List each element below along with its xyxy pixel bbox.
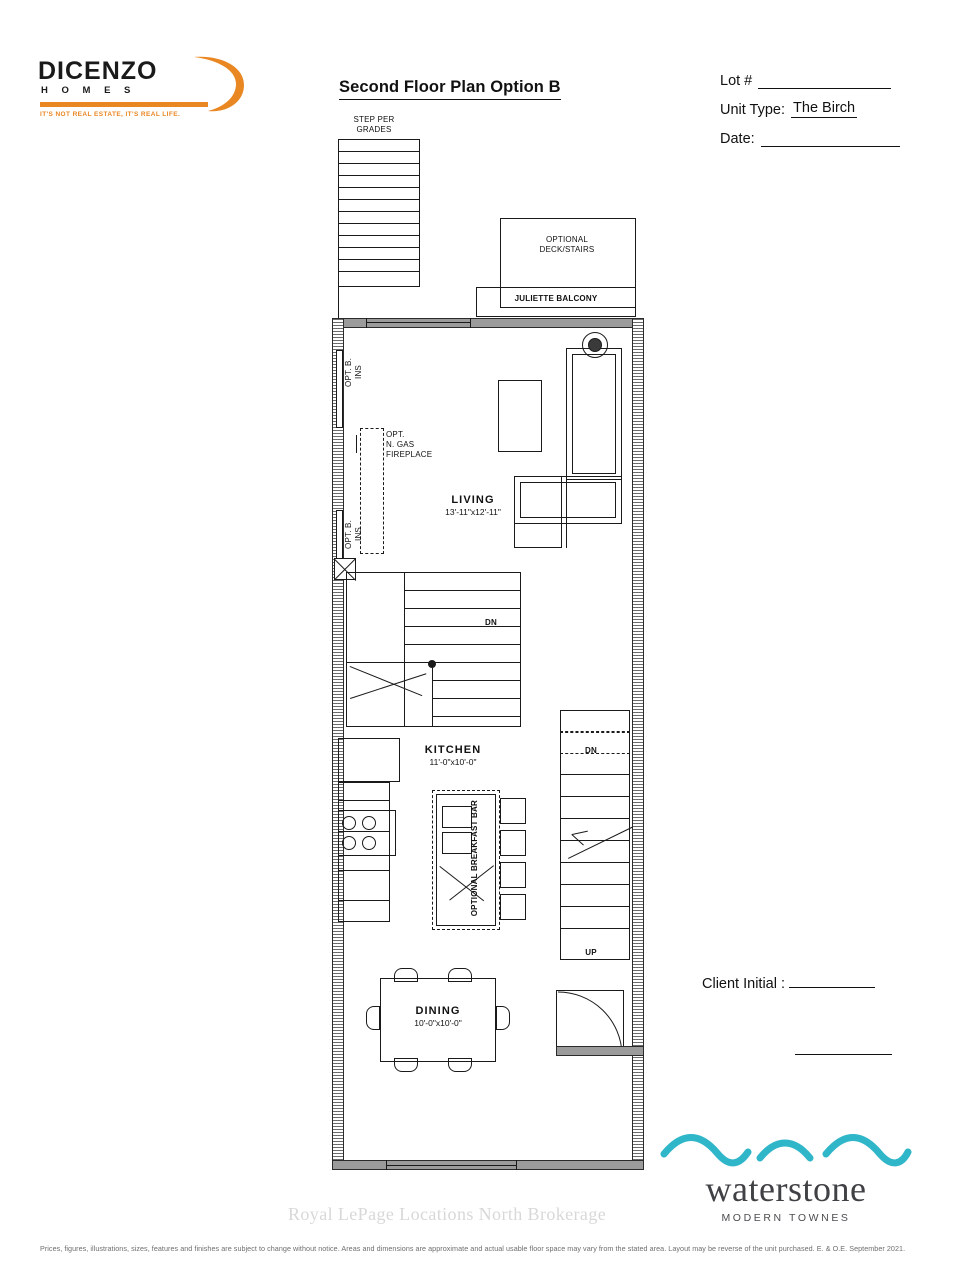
- unit-type-row: [720, 89, 930, 118]
- opt-b-ins-wall-upper: [336, 350, 343, 428]
- exterior-stair-outline: [338, 139, 420, 287]
- client-initial-label: Client Initial :: [702, 976, 786, 992]
- waterstone-name: waterstone: [705, 1169, 867, 1209]
- label-juliette-balcony: JULIETTE BALCONY: [514, 294, 598, 303]
- disclaimer-text: Prices, figures, illustrations, sizes, features and finishes are subject to change without notice. Areas and dimensions are approximate and actual usable floor space may vary from the stated area. Layout may be reverse of the unit purchased. E. & O.E. September 2021.: [40, 1244, 906, 1253]
- wall-stub-east: [556, 1046, 644, 1056]
- optional-fireplace-outline: [360, 428, 384, 554]
- client-initial-second-input[interactable]: [795, 1040, 892, 1055]
- label-step-per-grades: STEP PER GRADES: [353, 115, 395, 134]
- logo-wordmark: DICENZO: [38, 57, 158, 85]
- logo-subword: H O M E S: [41, 85, 136, 96]
- dining-chair-right: [496, 1006, 510, 1030]
- cooktop-burner-4: [362, 836, 376, 850]
- living-furniture-table: [498, 380, 542, 452]
- label-opt-b-ins-upper: OPT. B. INS: [344, 358, 363, 387]
- label-opt-b-ins-lower: OPT. B. INS: [344, 520, 363, 549]
- ceiling-fixture-center: [588, 338, 602, 352]
- floor-plan-drawing: [320, 110, 650, 1170]
- label-dn-main-stair: DN: [485, 618, 497, 627]
- room-dining: DINING 10'-0"x10'-0": [414, 1005, 462, 1028]
- dining-chair-bottom-1: [394, 1058, 418, 1072]
- waterstone-logo: [646, 1128, 926, 1226]
- dicenzo-homes-logo: [38, 55, 253, 130]
- date-row: [720, 118, 930, 147]
- bar-stool-4: [500, 894, 526, 920]
- label-up-secondary-stair: UP: [585, 948, 597, 957]
- brokerage-watermark: Royal LePage Locations North Brokerage: [288, 1204, 607, 1224]
- room-kitchen: KITCHEN 11'-0"x10'-0": [424, 744, 482, 767]
- client-initial-input[interactable]: [789, 972, 875, 988]
- label-dn-secondary-stair: DN: [585, 746, 597, 755]
- dining-chair-top-1: [394, 968, 418, 982]
- cooktop-burner-1: [342, 816, 356, 830]
- cooktop-burner-2: [362, 816, 376, 830]
- client-initial-field: [702, 972, 875, 992]
- date-label: Date:: [720, 131, 755, 147]
- label-optional-deck-stairs: OPTIONAL DECK/STAIRS: [539, 235, 595, 254]
- waterstone-subtitle: MODERN TOWNES: [721, 1212, 851, 1224]
- date-input[interactable]: [761, 130, 900, 147]
- living-furniture-sofa-a-inner: [572, 354, 616, 474]
- bar-stool-1: [500, 798, 526, 824]
- room-living: LIVING 13'-11"x12'-11": [445, 494, 501, 517]
- kitchen-counter-upper: [338, 738, 400, 782]
- island-dashed-outline: [432, 790, 500, 930]
- wall-north: [332, 318, 644, 328]
- unit-type-value[interactable]: The Birch: [793, 100, 856, 116]
- logo-underline: [40, 102, 208, 107]
- lot-input[interactable]: [758, 72, 891, 89]
- label-opt-n-gas-fireplace: OPT. N. GAS FIREPLACE: [386, 430, 433, 459]
- main-stair-outline: [346, 572, 521, 727]
- wall-east: [632, 318, 644, 1170]
- lot-row: [720, 60, 930, 89]
- lot-label: Lot #: [720, 73, 753, 89]
- dining-chair-top-2: [448, 968, 472, 982]
- bar-stool-3: [500, 862, 526, 888]
- document-meta: [720, 60, 930, 147]
- logo-tagline: IT'S NOT REAL ESTATE, IT'S REAL LIFE.: [40, 111, 181, 118]
- page-title: Second Floor Plan Option B: [339, 78, 561, 100]
- bar-stool-2: [500, 830, 526, 856]
- unit-type-label: Unit Type:: [720, 102, 786, 118]
- wave-icon: [660, 1128, 912, 1168]
- cooktop-burner-3: [342, 836, 356, 850]
- dining-chair-bottom-2: [448, 1058, 472, 1072]
- label-optional-breakfast-bar: OPTIONAL BREAKFAST BAR: [470, 800, 479, 917]
